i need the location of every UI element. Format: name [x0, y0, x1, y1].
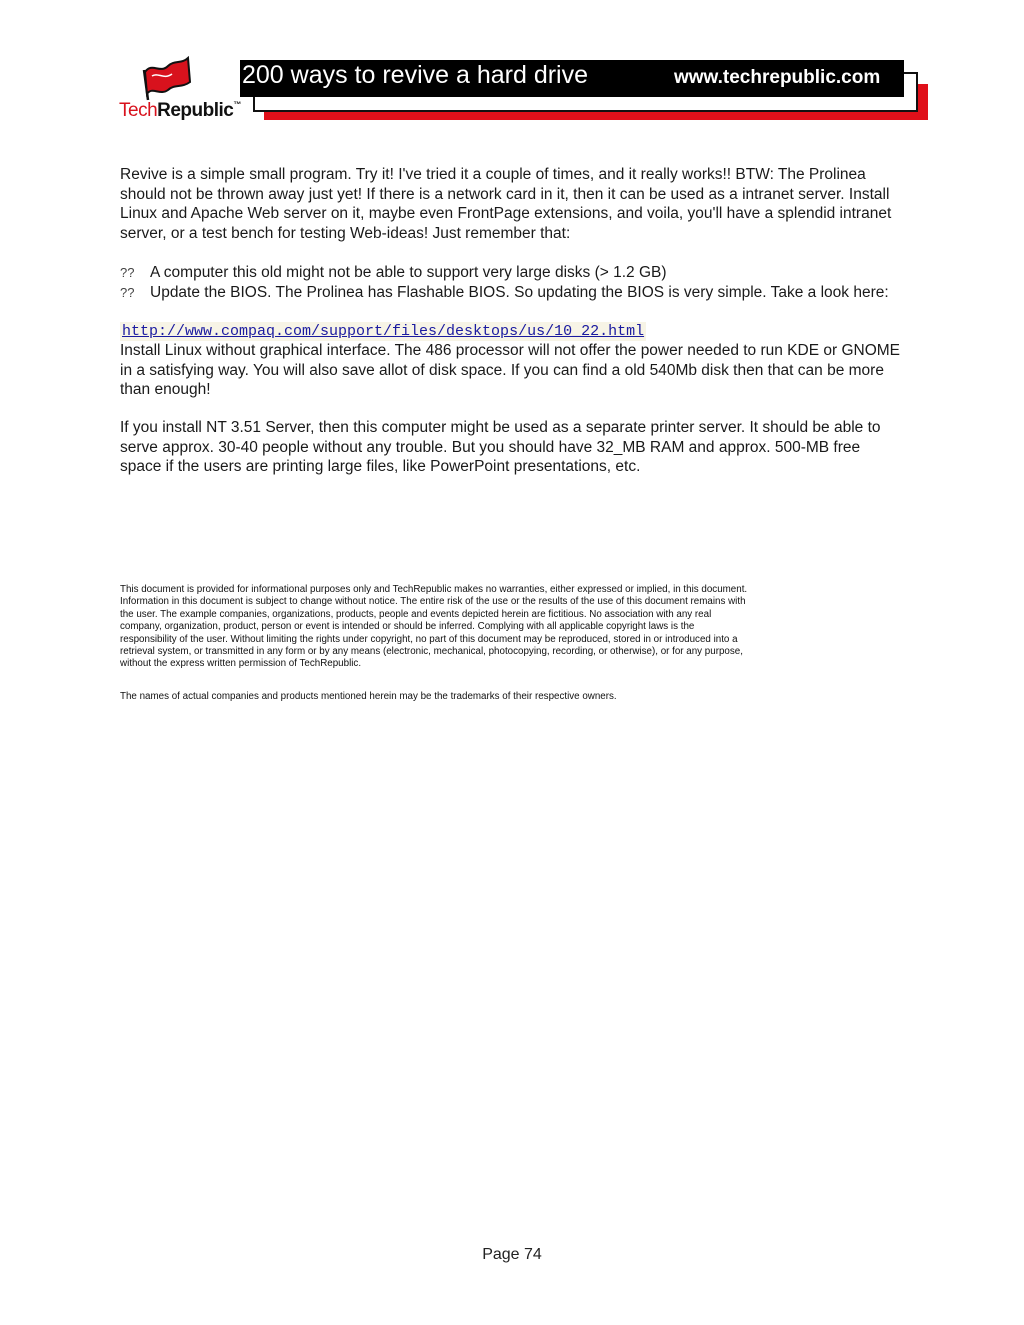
list-item [120, 263, 900, 283]
paragraph-1: Revive is a simple small program. Try it! I've tried it a couple of times, and it really works!! BTW: The Prolinea should not be thrown away just yet! If there is a network card in it, then it can be used as a intranet server. Install Linux and Apache Web server on it, maybe even FrontPage extensions, and voila, you'll have a splendid intranet server, or a test bench for testing Web-ideas! Just remember that: [120, 166, 892, 242]
logo-wordmark: TechRepublic™ [119, 100, 241, 121]
list-item [120, 283, 900, 303]
bullet-text: Update the BIOS. The Prolinea has Flashable BIOS. So updating the BIOS is very simple. Take a look here: [150, 283, 889, 301]
legal-disclaimer: This document is provided for informational purposes only and TechRepublic makes no warranties, either expressed or implied, in this document. Information in this document is subject to change without notice. The entire risk of the use or the results of the use of this document remains with the user. The example companies, organizations, products, people and events depicted herein are fictitious. No association with any real company, organization, product, person or event is intended or should be inferred. Complying with all applicable copyright laws is the responsibility of the user. Without limiting the rights under copyright, no part of this document may be reproduced, stored in or introduced into a retrieval system, or transmitted in any form or by any means (electronic, mechanical, photocopying, recording, or otherwise), or for any purpose, without the express written permission of TechRepublic. [120, 584, 748, 670]
trademark-notice: The names of actual companies and products mentioned herein may be the trademarks of their respective owners. [120, 691, 617, 702]
techrepublic-logo [112, 56, 242, 126]
document-title: 200 ways to revive a hard drive [242, 61, 589, 89]
flag-icon [142, 56, 194, 102]
paragraph-3: If you install NT 3.51 Server, then this computer might be used as a separate printer server. It should be able to serve approx. 30-40 people without any trouble. But you should have 32_MB RAM and approx. 500-MB free space if the users are printing large files, like PowerPoint presentations, etc. [120, 419, 881, 475]
bullet-marker: ?? [120, 265, 135, 280]
paragraph-2: Install Linux without graphical interface. The 486 processor will not offer the power needed to run KDE or GNOME in a satisfying way. You will also save allot of disk space. If you can find a old 540Mb disk then that can be more than enough! [120, 342, 901, 398]
bullet-marker: ?? [120, 284, 135, 300]
page-number: Page 74 [482, 1246, 542, 1263]
bullet-list [120, 263, 900, 302]
bullet-text: A computer this old might not be able to support very large disks (> 1.2 GB) [150, 264, 667, 281]
site-url[interactable]: www.techrepublic.com [674, 67, 881, 88]
compaq-support-link[interactable]: http://www.compaq.com/support/files/desktops/us/10_22.html [122, 323, 645, 340]
